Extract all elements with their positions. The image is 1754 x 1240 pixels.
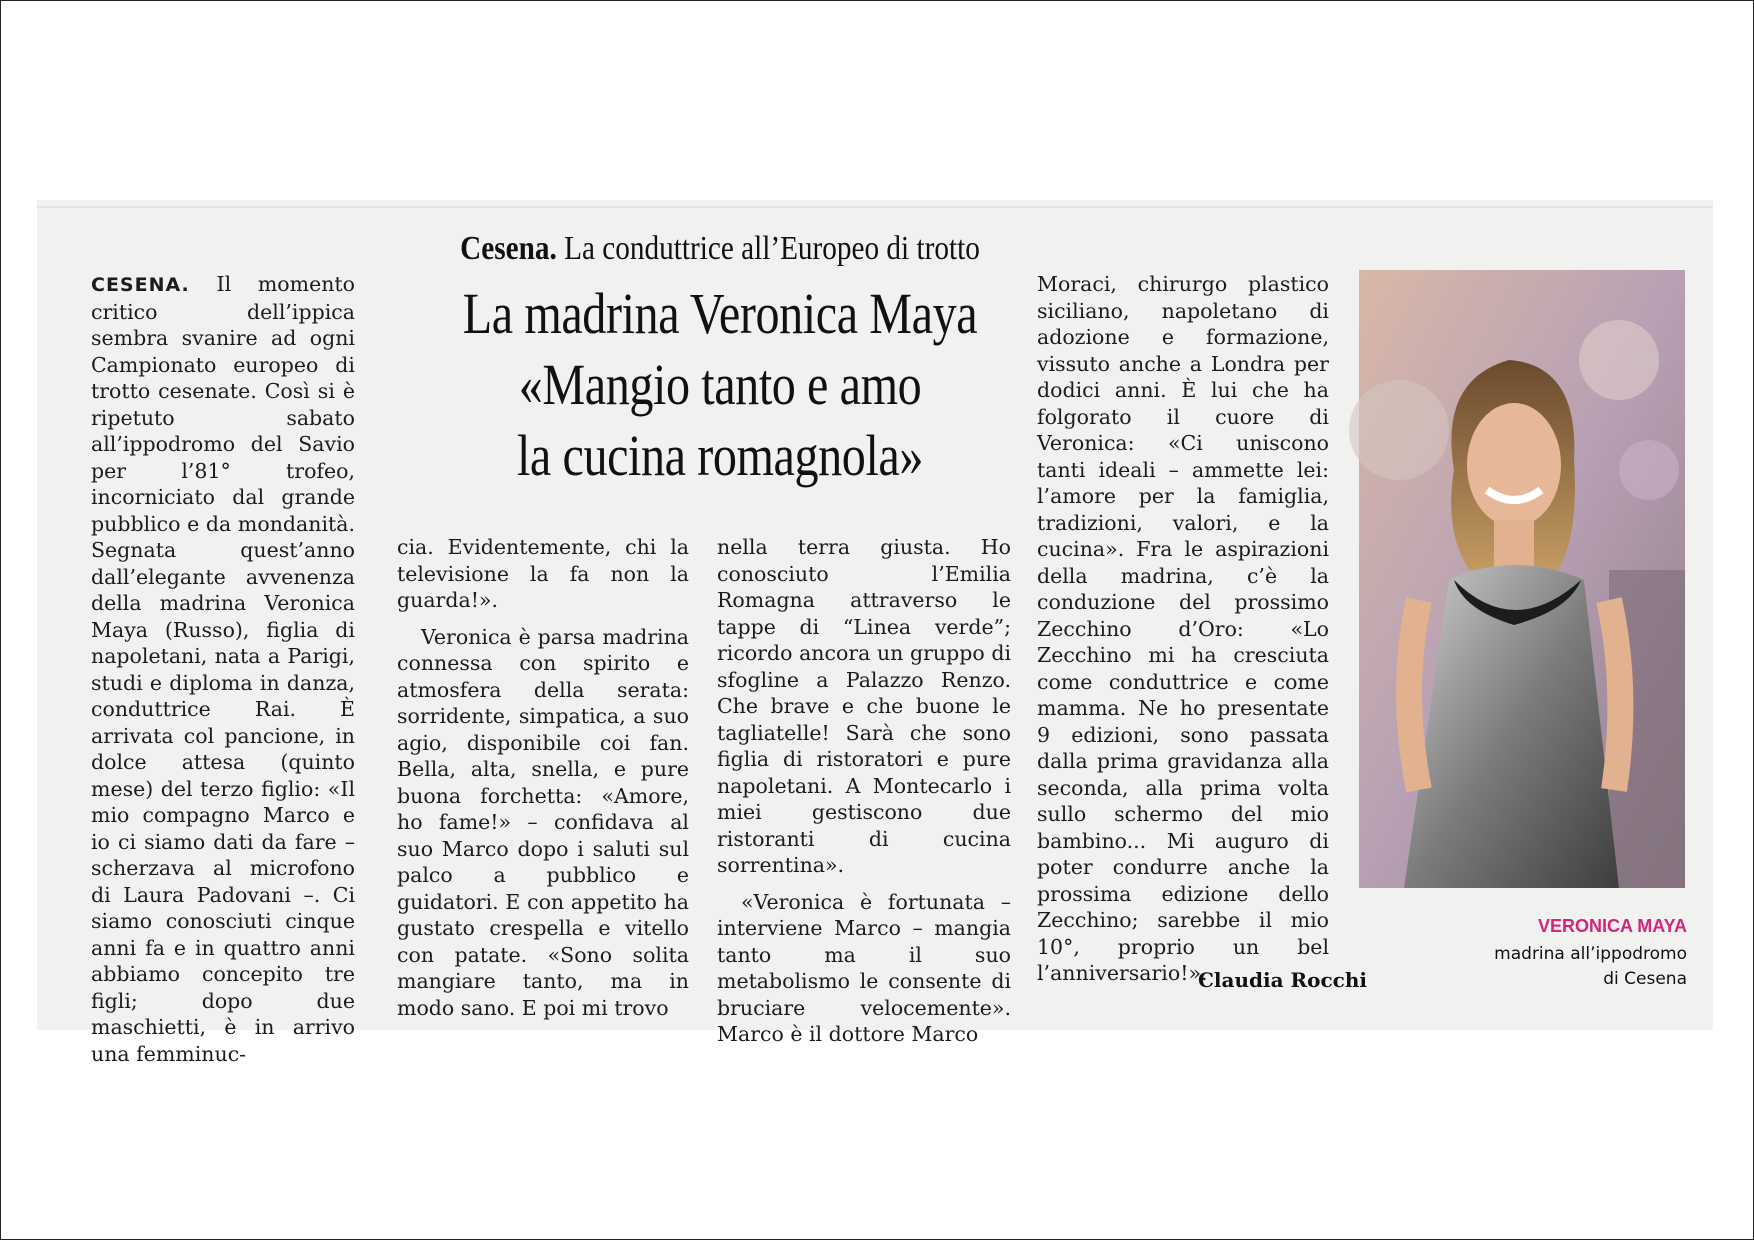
caption-line-2: di Cesena [1603, 969, 1687, 989]
caption-name: VERONICA MAYA [1537, 916, 1687, 936]
photo-caption [1357, 942, 1687, 992]
dateline: CESENA. [91, 274, 190, 296]
top-border [37, 206, 1713, 208]
column-2-paragraph-2: Veronica è parsa madrina connessa con spirito e atmosfera della serata: sorridente, simpatica, a suo agio, disponibile coi fan. Bella, alta, snella, e pure buona forchetta: «Amore, ho fame!» – confidava al suo Marco dopo i saluti sul palco a pubblico e guidatori. E con appetito ha gustato crespella e vitello con patate. «Sono solita mangiare tanto, ma in modo sano. E poi mi trovo [397, 624, 689, 1020]
headline-line-2: «Mangio tanto e amo [518, 352, 922, 417]
headline-line-3: la cucina romagnola» [516, 423, 924, 488]
portrait-photo [1359, 270, 1685, 888]
column-4-text: Moraci, chirurgo plastico siciliano, napoletano di adozione e formazione, vissuto anche a Londra per dodici anni. È lui che ha folgorato il cuore di Veronica: «Ci uniscono tanti ideali – ammette lei: l’amore per la famiglia, tradizioni, valori, e la cucina». Fra le aspirazioni della madrina, c’è la conduzione del prossimo Zecchino d’Oro: «Lo Zecchino mi ha cresciuta come conduttrice e come mamma. Ne ho presentate 9 edizioni, sono passata dalla prima gravidanza alla seconda, alla prima volta sullo schermo del mio bambino... Mi auguro di poter condurre anche la prossima edizione dello Zecchino; sarebbe il mio 10°, proprio un bel l’anniversario!». [1037, 272, 1329, 985]
portrait-illustration [1359, 270, 1685, 888]
caption-line-1: madrina all’ippodromo [1494, 944, 1687, 964]
article-kicker [458, 230, 983, 268]
bleed-through-text [47, 204, 67, 295]
kicker-place: Cesena. [460, 230, 557, 267]
column-3-paragraph-2: «Veronica è fortunata – interviene Marco – mangia tanto ma il suo metabolismo le consente di bruciare velocemente». Marco è il dottore Marco [717, 889, 1011, 1046]
article-column-4 [1037, 271, 1329, 987]
column-1-text: Il momento critico dell’ippica sembra svanire ad ogni Campionato europeo di trotto cesenate. Così si è ripetuto sabato all’ippodromo del Savio per l’81° trofeo, incorniciato dal grande pubblico e da mondanità. Segnata quest’anno dall’elegante avvenenza della madrina Veronica Maya (Russo), figlia di napoletani, nata a Parigi, studi e diploma in danza, conduttrice Rai. È arrivata col pancione, in dolce attesa (quinto mese) del terzo figlio: «Il mio compagno Marco e io ci siamo dati da fare – scherzava al microfono di Laura Padovani –. Ci siamo conosciuti cinque anni fa e in quattro anni abbiamo concepito tre figli; dopo due maschietti, è in arrivo una femminuc- [91, 272, 355, 1066]
article-column-3 [717, 534, 1011, 1048]
kicker-text: La conduttrice all’Europeo di trotto [564, 230, 980, 267]
headline-line-1: La madrina Veronica Maya [462, 281, 978, 346]
column-3-paragraph-1: nella terra giusta. Ho conosciuto l’Emilia Romagna attraverso le tappe di “Linea verde”; ricordo ancora un gruppo di sfogline a Palazzo Renzo. Che brave e che buone le tagliatelle! Sarà che sono figlia di ristoratori e pure napoletani. A Montecarlo i miei gestiscono due ristoranti di cucina sorrentina». [717, 535, 1011, 877]
article-headline [444, 278, 997, 491]
newspaper-clipping [37, 200, 1713, 1066]
column-2-paragraph-1: cia. Evidentemente, chi la televisione la fa non la guarda!». [397, 535, 689, 612]
article-column-1 [91, 271, 355, 1067]
byline: Claudia Rocchi [1198, 968, 1367, 992]
article-column-2 [397, 534, 689, 1021]
column-1-paragraph [91, 271, 355, 1067]
